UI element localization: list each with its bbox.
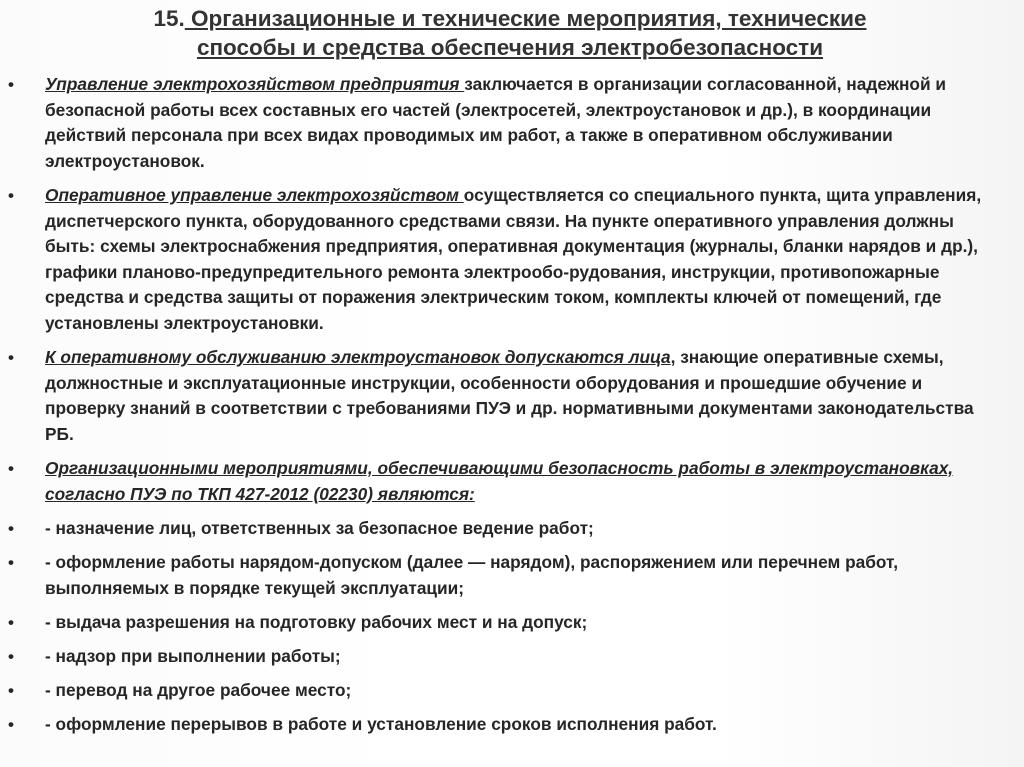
bullet-list	[0, 72, 1024, 746]
sub-item-5	[0, 678, 1024, 704]
sub-item-text: - оформление работы нарядом-допуском (далее — нарядом), распоряжением или перечнем работ, выполняемых в порядке текущей эксплуатации;	[45, 552, 899, 598]
bullet-item-1	[0, 72, 1024, 174]
sub-item-text: - перевод на другое рабочее место;	[45, 679, 352, 700]
bullet-marker: •	[8, 459, 14, 478]
bullet-marker: •	[8, 646, 14, 666]
bullet-item-4	[0, 456, 1024, 507]
sub-item-text: - назначение лиц, ответственных за безопасное ведение работ;	[45, 518, 594, 538]
bullet-item-2	[0, 183, 1024, 336]
bullet-marker: •	[8, 519, 14, 538]
bullet-marker: •	[8, 553, 14, 572]
item-lead: К оперативному обслуживанию электроустановок допускаются лица	[45, 347, 671, 367]
bullet-marker: •	[8, 186, 14, 205]
sub-item-text: - выдача разрешения на подготовку рабочих мест и на допуск;	[45, 611, 588, 632]
sub-item-1	[0, 516, 1024, 542]
title-line-1: Организационные и технические мероприятия, технические	[184, 6, 867, 31]
sub-item-4	[0, 644, 1024, 670]
sub-item-text: - надзор при выполнении работы;	[45, 645, 341, 666]
item-lead: Организационными мероприятиями, обеспечивающими безопасность работы в электроустановках, согласно ПУЭ по ТКП 427-2012 (02230) являются:	[45, 458, 954, 504]
bullet-marker: •	[8, 680, 14, 700]
sub-item-6	[0, 712, 1024, 738]
item-lead: Оперативное управление электрохозяйством	[45, 185, 464, 205]
title-line-2: способы и средства обеспечения электробезопасности	[196, 35, 824, 60]
sub-item-3	[0, 610, 1024, 636]
slide-title	[60, 4, 960, 62]
sub-item-2	[0, 550, 1024, 601]
item-text: заключается в организации согласованной, надежной и безопасной работы всех составных его частей (электросетей, электроустановок и др.), в координации действий персонала при всех видах проводимых им работ, а также в оперативном обслуживании электроустановок.	[45, 74, 947, 171]
bullet-marker: •	[8, 612, 14, 632]
title-number: 15.	[153, 6, 185, 31]
item-text: , знающие оперативные схемы, должностные и эксплуатационные инструкции, особенности оборудования и прошедшие обучение и проверку знаний в соответствии с требованиями ПУЭ и др. нормативными документами законодательства РБ.	[45, 347, 974, 444]
bullet-marker: •	[8, 348, 14, 367]
item-text: осуществляется со специального пункта, щита управления, диспетчерского пункта, оборудованного средствами связи. На пункте оперативного управления должны быть: схемы электроснабжения предприятия, оперативная документация (журналы, бланки нарядов и др.), графики планово-предупредительного ремонта электрообо-рудования, инструкции, противопожарные средства и средства защиты от поражения электрическим током, комплекты ключей от помещений, где установлены электроустановки.	[45, 185, 982, 333]
bullet-item-3	[0, 345, 1024, 447]
sub-item-text: - оформление перерывов в работе и установление сроков исполнения работ.	[45, 713, 717, 734]
item-lead: Управление электрохозяйством предприятия	[45, 74, 465, 94]
bullet-marker: •	[8, 75, 14, 94]
bullet-marker: •	[8, 714, 14, 734]
